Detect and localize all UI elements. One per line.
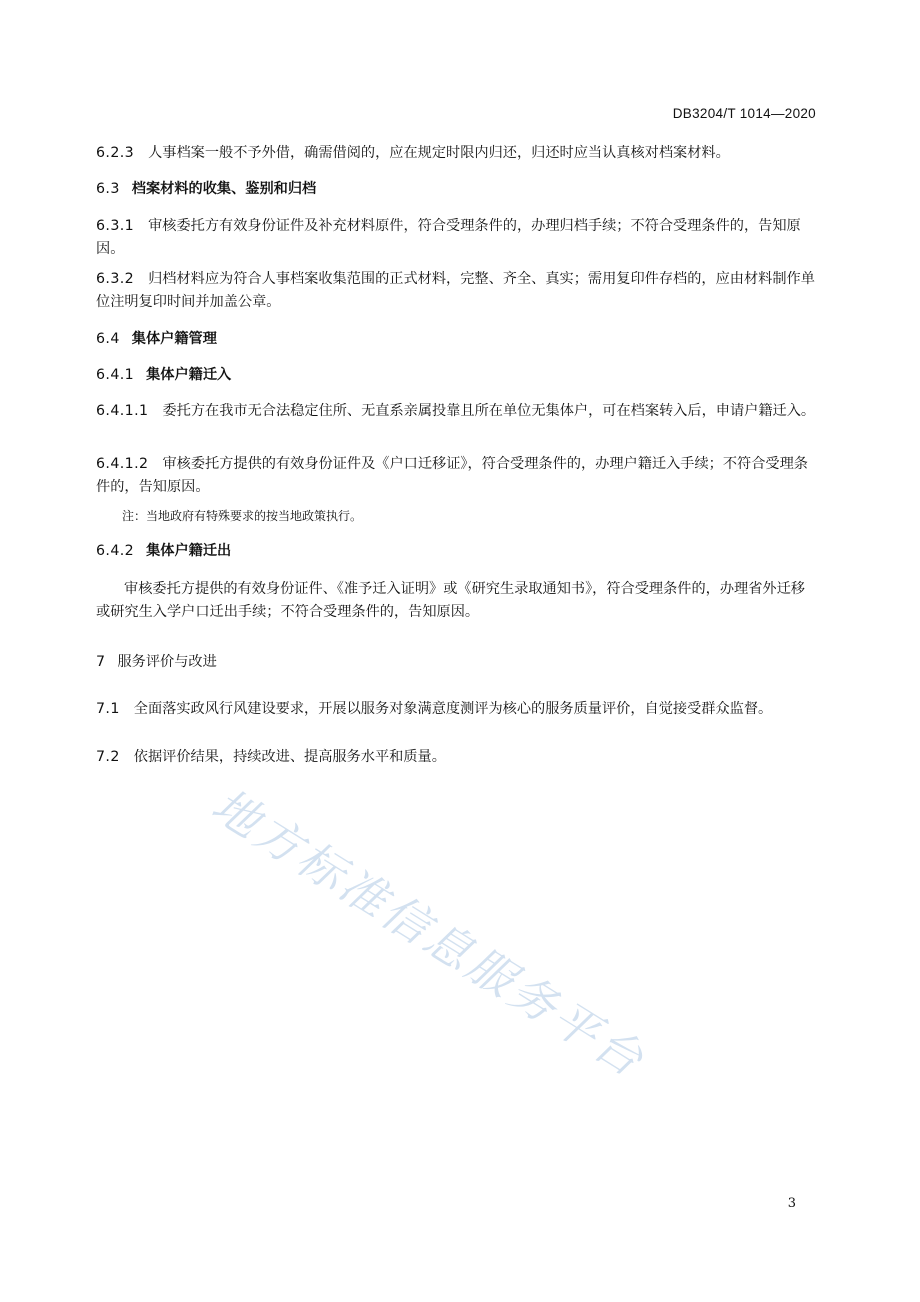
clause-6-4-1-2	[96, 453, 818, 499]
section-title: 集体户籍迁出	[146, 543, 232, 559]
section-title: 集体户籍迁入	[146, 367, 232, 383]
section-number: 6.3	[96, 181, 120, 197]
clause-text: 审核委托方提供的有效身份证件及《户口迁移证》，符合受理条件的，办理户籍迁入手续；不符合受理条件的，告知原因。	[96, 456, 808, 495]
clause-number: 6.3.1	[96, 218, 135, 234]
clause-text: 委托方在我市无合法稳定住所、无直系亲属投靠且所在单位无集体户，可在档案转入后，申请户籍迁入。	[162, 403, 816, 419]
note: 注：当地政府有特殊要求的按当地政策执行。	[122, 509, 363, 523]
clause-text: 审核委托方有效身份证件及补充材料原件，符合受理条件的，办理归档手续；不符合受理条件的，告知原因。	[96, 218, 801, 257]
clause-text: 依据评价结果，持续改进、提高服务水平和质量。	[133, 749, 446, 765]
section-title: 服务评价与改进	[117, 654, 217, 670]
section-number: 6.4.2	[96, 543, 135, 559]
section-title: 档案材料的收集、鉴别和归档	[131, 181, 317, 197]
clause-number: 6.4.1.1	[96, 403, 149, 419]
clause-7-2	[96, 746, 818, 769]
section-heading-7	[96, 651, 217, 674]
clause-number: 6.4.1.2	[96, 456, 149, 472]
section-number: 7	[96, 654, 106, 670]
clause-6-3-1	[96, 215, 818, 261]
section-number: 6.4.1	[96, 367, 135, 383]
clause-6-4-1-1	[96, 400, 818, 423]
clause-text: 全面落实政风行风建设要求，开展以服务对象满意度测评为核心的服务质量评价，自觉接受群众监督。	[133, 701, 773, 717]
section-heading-6-3	[96, 178, 316, 201]
paragraph-6-4-2: 审核委托方提供的有效身份证件、《准予迁入证明》或《研究生录取通知书》，符合受理条件的，办理省外迁移或研究生入学户口迁出手续；不符合受理条件的，告知原因。	[96, 581, 805, 620]
document-code: DB3204/T 1014—2020	[672, 106, 816, 121]
section-title: 集体户籍管理	[131, 331, 217, 347]
clause-text: 人事档案一般不予外借，确需借阅的，应在规定时限内归还，归还时应当认真核对档案材料。	[148, 145, 730, 161]
clause-text: 归档材料应为符合人事档案收集范围的正式材料，完整、齐全、真实；需用复印件存档的，应由材料制作单位注明复印时间并加盖公章。	[96, 271, 815, 310]
clause-number: 6.2.3	[96, 145, 135, 161]
page-number: 3	[787, 1196, 796, 1211]
clause-7-1	[96, 698, 818, 721]
clause-number: 7.2	[96, 749, 120, 765]
clause-number: 6.3.2	[96, 271, 135, 287]
clause-6-2-3	[96, 142, 818, 165]
section-heading-6-4-1	[96, 364, 231, 387]
clause-number: 7.1	[96, 701, 120, 717]
clause-6-3-2	[96, 268, 818, 314]
section-number: 6.4	[96, 331, 120, 347]
watermark: 地方标准信息服务平台	[202, 777, 656, 1089]
section-heading-6-4-2	[96, 540, 231, 563]
section-heading-6-4	[96, 328, 217, 351]
